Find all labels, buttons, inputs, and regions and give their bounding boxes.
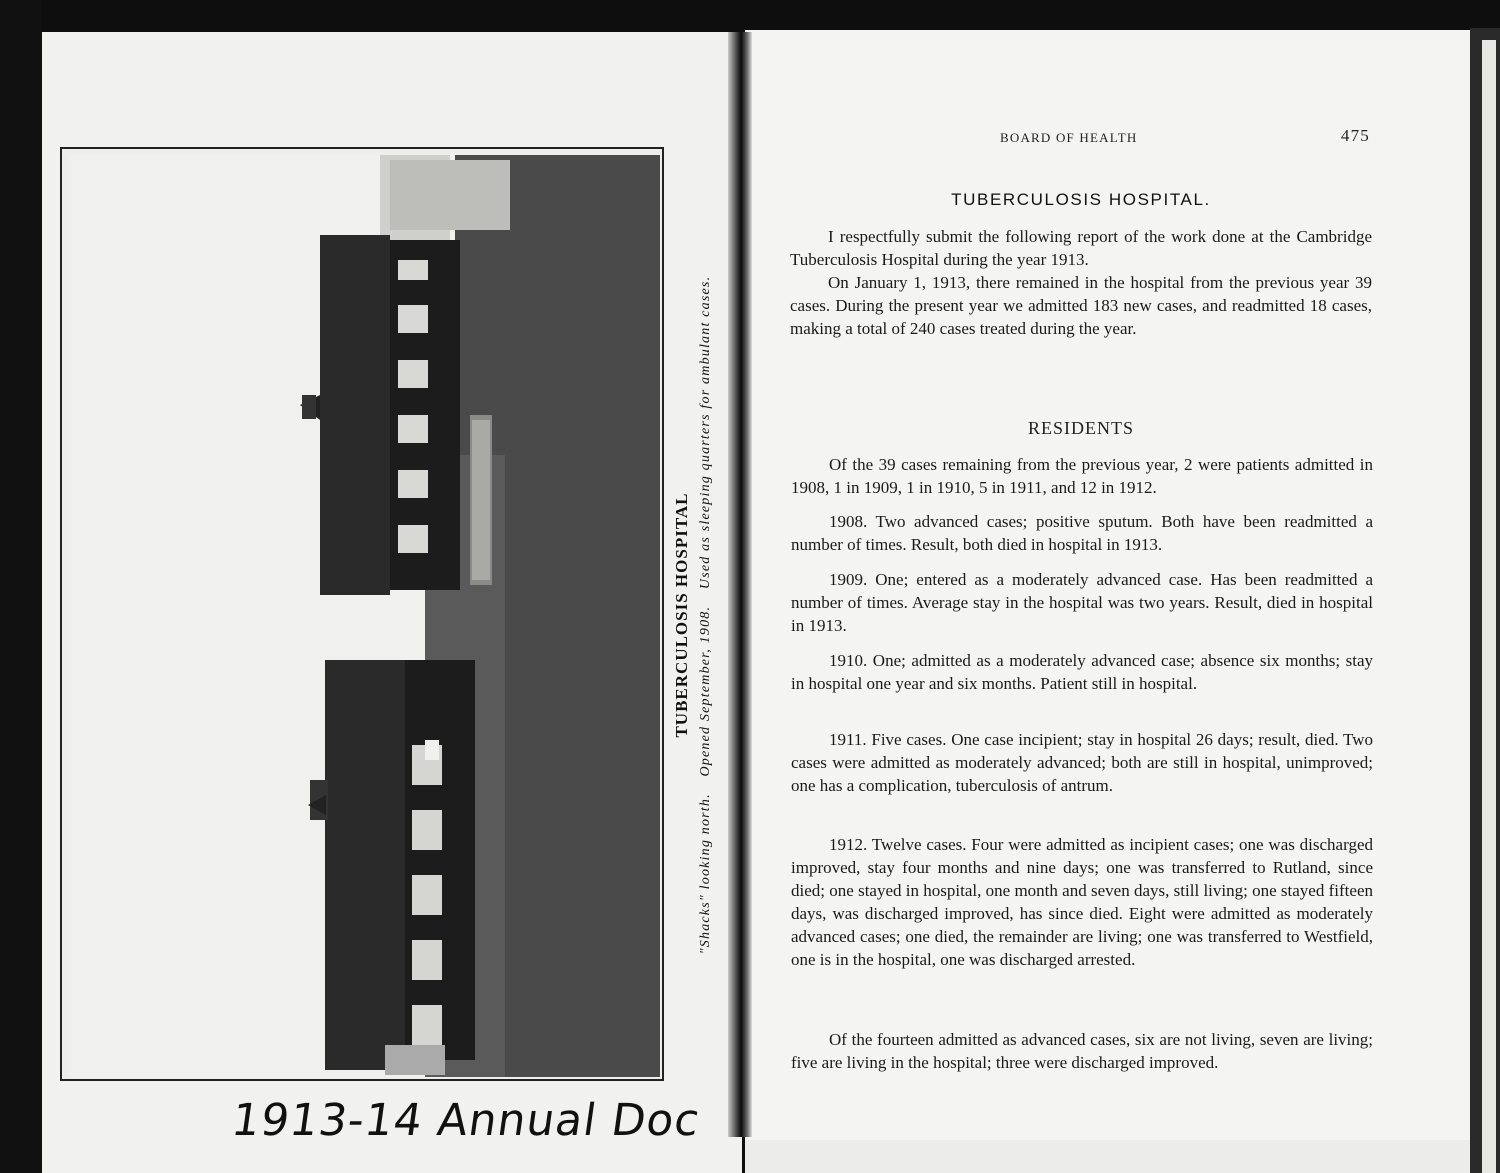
photo-illustration [70,155,660,1077]
residents-heading: RESIDENTS [1027,418,1134,438]
residents-intro [791,453,1373,499]
entry-1910 [791,649,1373,695]
plate-caption [672,150,722,1080]
running-header [1000,128,1370,148]
intro-block [790,225,1372,340]
caption-title: TUBERCULOSIS HOSPITAL [672,492,691,738]
closing-paragraph [791,1028,1373,1074]
closing-text: Of the fourteen admitted as advanced cases, six are not living, seven are living; five are living in the hospital; three were discharged improved. [791,1030,1373,1072]
handwritten-note: 1913-14 Annual Doc [228,1095,704,1146]
running-head: BOARD OF HEALTH [1000,130,1138,145]
residents-intro-text: Of the 39 cases remaining from the previous year, 2 were patients admitted in 1908, 1 in 1909, 1 in 1910, 5 in 1911, and 12 in 1912. [791,455,1373,497]
entry-1911 [791,728,1373,797]
photo-plate [60,147,664,1081]
entry-1908 [791,510,1373,556]
entry-1908-text: 1908. Two advanced cases; positive sputum. Both have been readmitted a number of times. Result, both died in hospital in 1913. [791,512,1373,554]
section-title: TUBERCULOSIS HOSPITAL. [951,190,1211,209]
entry-1910-text: 1910. One; admitted as a moderately advanced case; absence six months; stay in hospital one year and six months. Patient still in hospital. [791,651,1373,693]
intro-paragraph-2: On January 1, 1913, there remained in the hospital from the previous year 39 cases. During the present year we admitted 183 new cases, and readmitted 18 cases, making a total of 240 cases treated during the year. [790,273,1372,338]
page-number: 475 [1340,126,1370,145]
entry-1909-text: 1909. One; entered as a moderately advanced case. Has been readmitted a number of times. Average stay in the hospital was two years. Result, died in hospital in 1913. [791,570,1373,635]
caption-sub-3: Used as sleeping quarters for ambulant cases. [698,275,713,590]
entry-1912-text: 1912. Twelve cases. Four were admitted as incipient cases; one was discharged improved, stay four months and nine days; one was transferred to Rutland, since died; one stayed in hospital, one month and seven days, still living; one stayed fifteen days, was discharged improved, has since died. Eight were admitted as moderately advanced cases; one died, the remainder are living; one was transferred to Westfield, one is in the hospital, one was discharged arrested. [791,835,1373,969]
scan-left-edge [0,0,42,1173]
intro-paragraph-1: I respectfully submit the following report of the work done at the Cambridge Tuberculosis Hospital during the year 1913. [790,227,1372,269]
caption-subtitle [698,150,714,1080]
caption-sub-2: Opened September, 1908. [698,605,713,777]
entry-1909 [791,568,1373,637]
book-gutter [728,32,752,1137]
next-page-edge [1482,40,1496,1173]
entry-1911-text: 1911. Five cases. One case incipient; stay in hospital 26 days; result, died. Two cases were admitted as moderately advanced; both are still in hospital, unimproved; one has a complication, tuberculosis of antrum. [791,730,1373,795]
right-page-bottom [745,1140,1470,1173]
caption-sub-1: "Shacks" looking north. [698,793,713,955]
entry-1912 [791,833,1373,971]
hospital-photograph [70,155,660,1077]
